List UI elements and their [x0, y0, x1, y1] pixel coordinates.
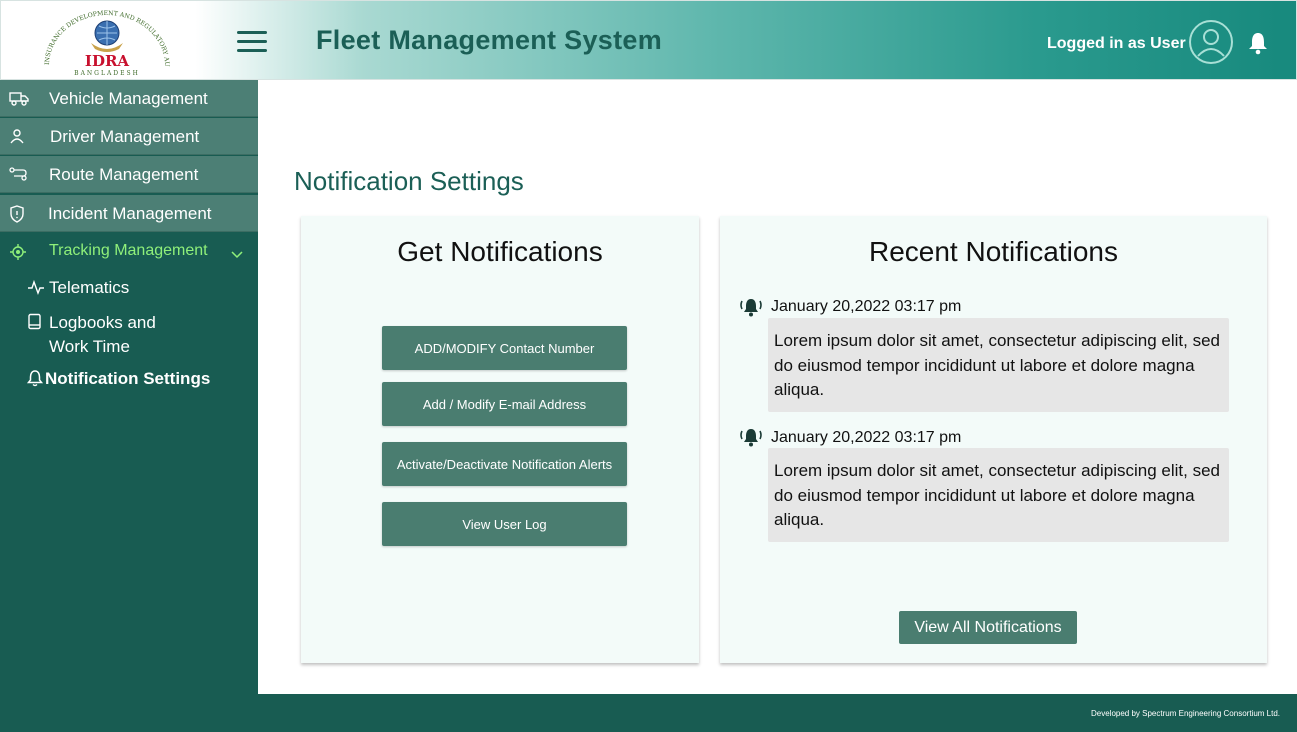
ringing-bell-icon [739, 296, 763, 318]
sidebar-subitem-label: Notification Settings [45, 369, 211, 388]
sidebar-subitem-label: Work Time [49, 337, 130, 356]
sidebar-item-label: Vehicle Management [49, 89, 208, 108]
notification-timestamp: January 20,2022 03:17 pm [771, 298, 962, 315]
notification-message: Lorem ipsum dolor sit amet, consectetur adipiscing elit, sed do eiusmod tempor incididunt ut labore et dolore magna aliqua. [768, 448, 1229, 542]
sidebar-item-label: Tracking Management [49, 242, 208, 259]
idra-logo [41, 9, 173, 77]
sidebar-subitem-label: Telematics [49, 278, 130, 297]
logo-ring-text: INSURANCE DEVELOPMENT AND REGULATORY AU [43, 9, 171, 67]
sidebar-item-driver[interactable] [0, 118, 258, 155]
modify-email-address-button[interactable]: Add / Modify E-mail Address [382, 382, 627, 426]
sidebar-item-vehicle[interactable] [0, 80, 258, 117]
sidebar-item-label: Driver Management [50, 127, 200, 146]
chevron-down-icon[interactable] [230, 245, 244, 255]
notification-message: Lorem ipsum dolor sit amet, consectetur adipiscing elit, sed do eiusmod tempor incididunt ut labore et dolore magna aliqua. [768, 318, 1229, 412]
ringing-bell-icon [739, 426, 763, 448]
sidebar-item-incident[interactable] [0, 195, 258, 232]
view-all-notifications-button[interactable]: View All Notifications [899, 611, 1077, 644]
sidebar-item-label: Incident Management [48, 204, 212, 223]
modify-contact-number-button[interactable]: ADD/MODIFY Contact Number [382, 326, 627, 370]
sidebar-item-route[interactable] [0, 156, 258, 193]
logo-subtext: BANGLADESH [74, 70, 140, 77]
view-user-log-button[interactable]: View User Log [382, 502, 627, 546]
card-title: Recent Notifications [868, 236, 1118, 267]
book-icon [27, 313, 45, 331]
target-icon [9, 243, 29, 261]
recent-notifications-card [720, 216, 1267, 663]
footer [258, 694, 1297, 732]
user-avatar-icon[interactable] [1189, 20, 1233, 64]
sidebar-subitem-label: Logbooks and [49, 313, 156, 332]
sidebar-item-tracking[interactable] [0, 233, 258, 270]
bell-icon [27, 369, 45, 387]
bell-icon[interactable] [1248, 31, 1268, 55]
app-title: Fleet Management System [316, 25, 663, 55]
sidebar [0, 80, 258, 732]
truck-icon [9, 90, 29, 108]
logo-text: IDRA [84, 52, 130, 70]
activity-icon [27, 278, 45, 296]
login-status: Logged in as User [1047, 35, 1186, 52]
notification-timestamp: January 20,2022 03:17 pm [771, 429, 962, 446]
route-icon [9, 166, 29, 184]
hamburger-menu-icon[interactable] [237, 31, 267, 53]
user-icon [9, 128, 29, 146]
card-title: Get Notifications [397, 236, 603, 267]
sidebar-item-label: Route Management [49, 165, 199, 184]
shield-icon [9, 205, 29, 223]
footer-credit: Developed by Spectrum Engineering Consortium Ltd. [1091, 709, 1280, 718]
get-notifications-card [301, 216, 699, 663]
page-title: Notification Settings [294, 166, 524, 196]
toggle-notification-alerts-button[interactable]: Activate/Deactivate Notification Alerts [382, 442, 627, 486]
top-header [0, 0, 1297, 80]
